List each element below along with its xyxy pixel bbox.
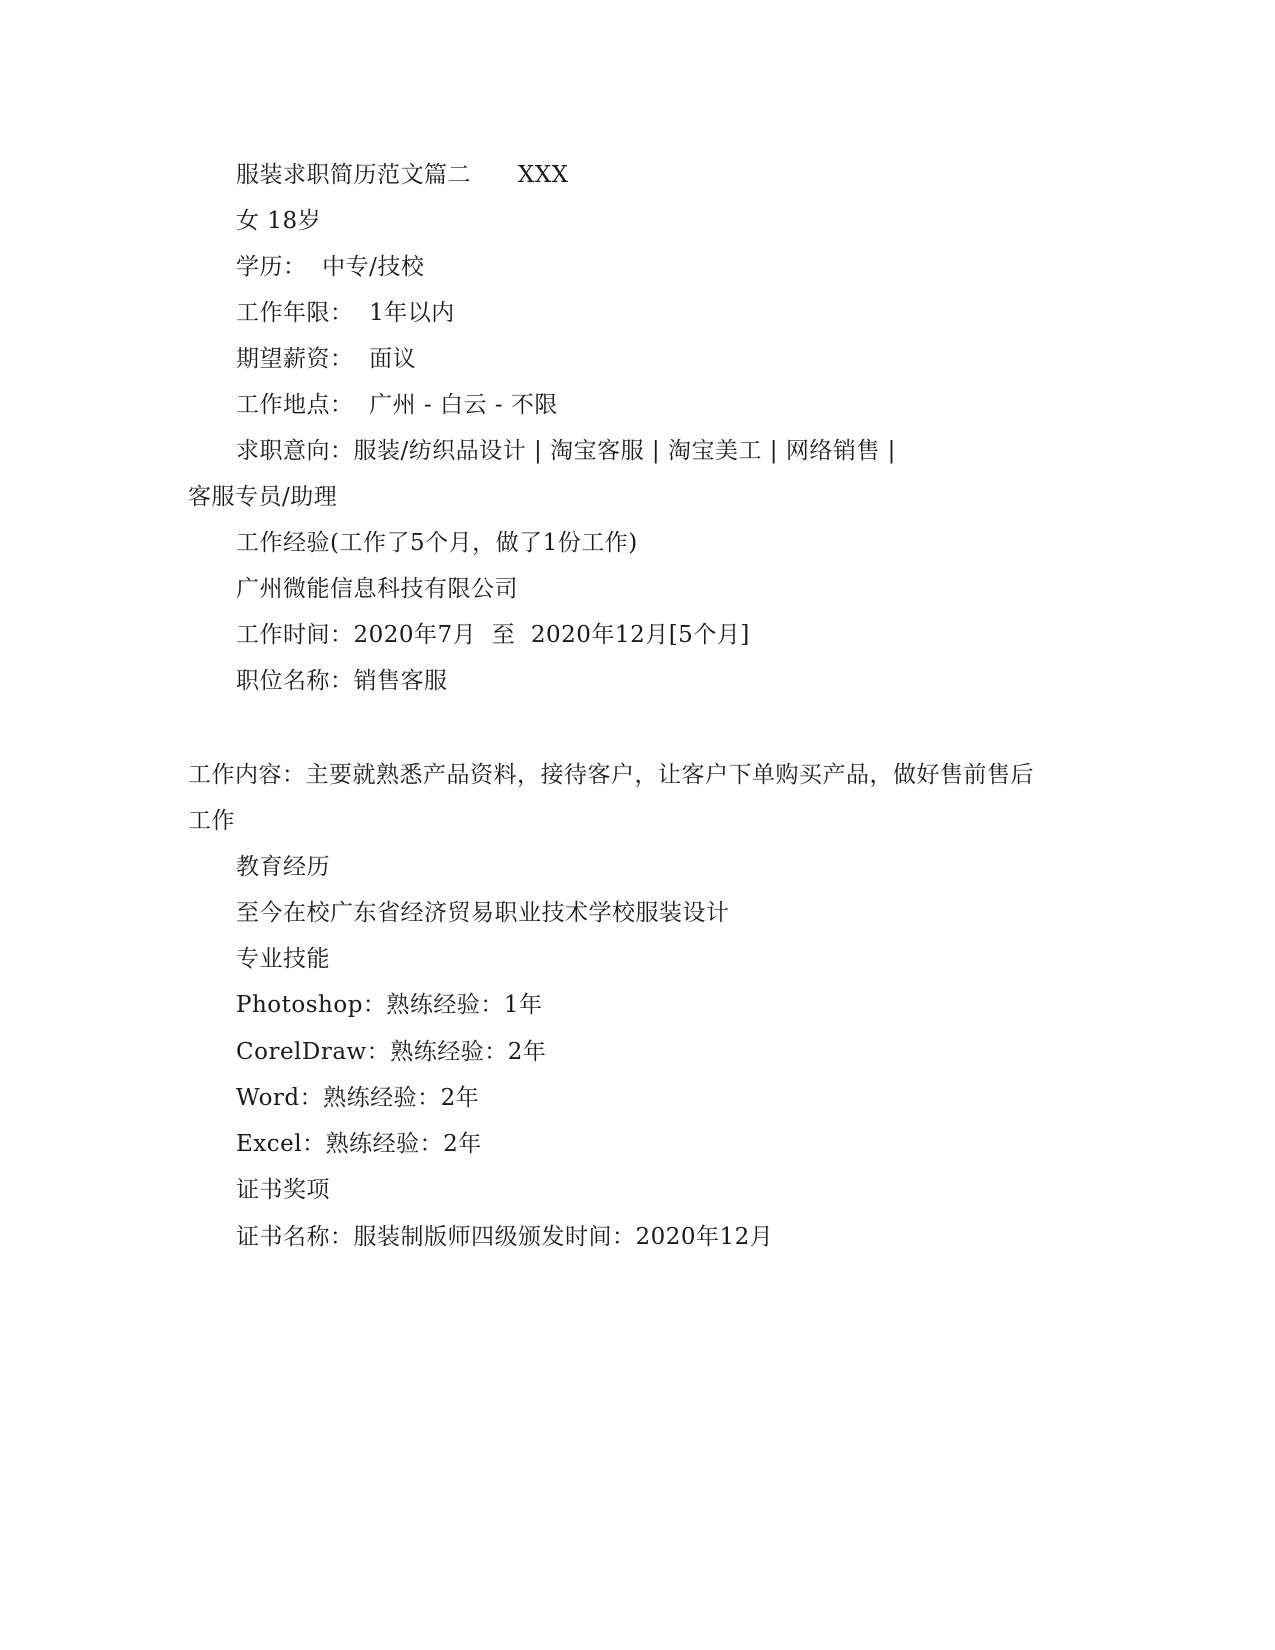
work-period: 工作时间：2020年7月 至 2020年12月[5个月] <box>236 622 750 648</box>
expected-salary: 期望薪资： 面议 <box>236 346 417 372</box>
experience-heading: 工作经验(工作了5个月，做了1份工作) <box>236 530 638 556</box>
skill-coreldraw: CorelDraw：熟练经验：2年 <box>236 1039 547 1065</box>
certificate-entry: 证书名称：服装制版师四级颁发时间：2020年12月 <box>236 1224 774 1250</box>
company-name: 广州微能信息科技有限公司 <box>236 576 518 602</box>
position-title: 职位名称：销售客服 <box>236 668 448 694</box>
skill-word: Word：熟练经验：2年 <box>236 1085 480 1111</box>
skill-excel: Excel：熟练经验：2年 <box>236 1131 482 1157</box>
work-years: 工作年限： 1年以内 <box>236 300 455 326</box>
duties-line1: 工作内容：主要就熟悉产品资料，接待客户，让客户下单购买产品，做好售前售后 <box>188 762 1034 788</box>
education-level: 学历： 中专/技校 <box>236 254 425 280</box>
job-intent-line2: 客服专员/助理 <box>188 484 338 510</box>
title-line: 服装求职简历范文篇二 XXX <box>236 162 569 188</box>
skill-photoshop: Photoshop：熟练经验：1年 <box>236 992 543 1018</box>
gender-age: 女 18岁 <box>236 208 322 234</box>
duties-line2: 工作 <box>188 808 235 834</box>
certificates-heading: 证书奖项 <box>236 1177 330 1203</box>
skills-heading: 专业技能 <box>236 946 330 972</box>
school-entry: 至今在校广东省经济贸易职业技术学校服装设计 <box>236 900 730 926</box>
job-intent-line1: 求职意向：服装/纺织品设计 | 淘宝客服 | 淘宝美工 | 网络销售 | <box>236 438 896 464</box>
work-location: 工作地点： 广州 - 白云 - 不限 <box>236 392 558 418</box>
education-heading: 教育经历 <box>236 854 330 880</box>
